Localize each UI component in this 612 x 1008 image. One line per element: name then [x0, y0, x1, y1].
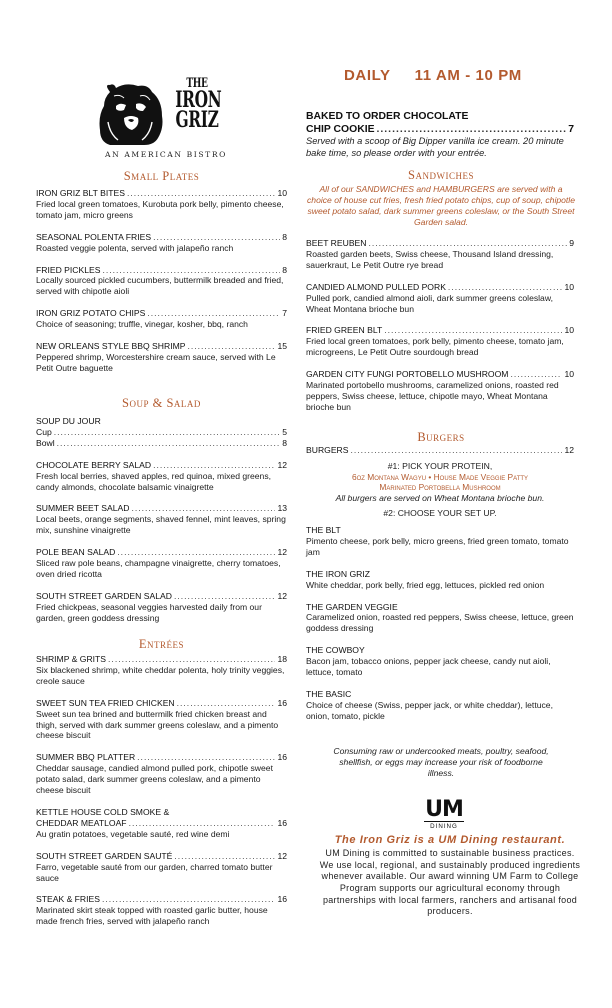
setup-name: THE GARDEN VEGGIE [306, 601, 398, 612]
menu-item [306, 282, 574, 315]
logo-wordmark [175, 76, 222, 134]
menu-item-soup [36, 416, 287, 449]
item-name: FRIED PICKLES [36, 264, 101, 275]
item-name: SHRIMP & GRITS [36, 654, 107, 664]
item-name: SEASONAL POLENTA FRIES [36, 231, 152, 242]
section-title-soup-salad: Soup & Salad [122, 396, 201, 410]
item-name: FRIED GREEN BLT [306, 325, 383, 336]
leader-dots [108, 654, 275, 665]
item-name: STEAK & FRIES [36, 894, 100, 905]
item-price: 12 [277, 547, 287, 558]
menu-item [306, 238, 574, 271]
burger-setup [306, 645, 574, 678]
section-title-small-plates: Small Plates [123, 169, 200, 183]
iron-griz-logo [96, 78, 236, 160]
bun-note: All burgers are served on Wheat Montana brioche bun. [335, 493, 545, 504]
leader-dots [384, 325, 562, 336]
leader-dots [131, 503, 275, 514]
menu-item [36, 341, 287, 374]
item-price: 10 [564, 369, 574, 380]
item-description: Roasted veggie polenta, served with jalapeño ranch [36, 242, 234, 253]
leader-dots [117, 547, 275, 558]
item-description: Roasted garden beets, Swiss cheese, Thousand Island dressing, sauerkraut, Le Petit Outre rye bread [306, 248, 554, 270]
item-description: Served with a scoop of Big Dipper vanilla ice cream. 20 minute bake time, so please order with your entrée. [306, 136, 564, 159]
item-name: SOUTH STREET GARDEN SAUTÉ [36, 850, 173, 861]
item-name: CHOCOLATE BERRY SALAD [36, 459, 152, 470]
leader-dots [102, 894, 275, 905]
menu-item [36, 460, 287, 493]
item-price: 7 [568, 124, 574, 136]
menu-item [36, 188, 287, 221]
um-dining-body: UM Dining is committed to sustainable business practices. We use local, regional, and sustainably produced ingredients whenever available. Our award winning UM Farm to College Program supports our agricultural economy through partnerships with local farmers, ranchers and artisanal food producers. [319, 848, 581, 917]
hours-time: 11 AM - 10 PM [414, 67, 522, 84]
hours-label: DAILY [344, 67, 391, 84]
item-name: GARDEN CITY FUNGI PORTOBELLO MUSHROOM [306, 369, 509, 380]
um-logo-top: UM [425, 797, 463, 822]
soup-salad-list [36, 416, 287, 635]
item-description: Locally sourced pickled cucumbers, buttermilk breaded and fried, served with chipotle aioli [36, 275, 284, 297]
item-name: IRON GRIZ POTATO CHIPS [36, 308, 146, 319]
item-name: SUMMER BEET SALAD [36, 503, 130, 514]
leader-dots [57, 438, 281, 449]
setup-name: THE BASIC [306, 688, 352, 699]
item-price: 15 [277, 341, 287, 352]
menu-item [36, 698, 287, 742]
item-price: 9 [569, 238, 574, 248]
item-description: Fried chickpeas, seasonal veggies harvested daily from our garden, green goddess dressing [36, 601, 262, 623]
item-description: Fried local green tomatoes, Kurobuta pork belly, pimento cheese, tomato jam, micro greens [36, 198, 284, 220]
leader-dots [102, 265, 280, 276]
menu-item [36, 232, 287, 254]
item-price: 12 [277, 850, 287, 861]
burger-setup [306, 569, 574, 591]
leader-dots [129, 818, 276, 829]
item-description: Fried local green tomatoes, pork belly, pimento cheese, tomato jam, microgreens, Le Petit Outre sourdough bread [306, 336, 564, 358]
setup-name: THE BLT [306, 524, 341, 535]
item-name: CHEDDAR MEATLOAF [36, 817, 127, 828]
menu-item [36, 308, 287, 330]
item-name: NEW ORLEANS STYLE BBQ SHRIMP [36, 341, 186, 352]
item-name: CANDIED ALMOND PULLED PORK [306, 281, 446, 292]
menu-item [36, 503, 287, 536]
leader-dots [147, 308, 280, 319]
item-price: 10 [564, 281, 574, 292]
um-logo-bottom: DINING [424, 821, 464, 831]
setup-description: Pimento cheese, pork belly, micro greens, fried green tomato, tomato jam [306, 535, 569, 557]
burger-step-1: #1: PICK YOUR PROTEIN, [387, 460, 493, 471]
logo-tagline: AN AMERICAN BISTRO [104, 150, 227, 159]
leader-dots [448, 282, 563, 293]
burger-setup [306, 602, 574, 635]
menu-item [36, 851, 287, 884]
item-price: 13 [277, 503, 287, 514]
item-name: SUMMER BBQ PLATTER [36, 752, 136, 763]
setup-name: THE IRON GRIZ [306, 568, 370, 579]
logo-line: THE [186, 76, 208, 91]
item-description: Sweet sun tea brined and buttermilk fried chicken breast and thigh, served with dark summer greens coleslaw, and a pimento cheese biscuit [36, 708, 279, 741]
leader-dots [377, 123, 567, 136]
setup-description: Caramelized onion, roasted red peppers, Swiss cheese, lettuce, green goddess dressing [306, 612, 574, 634]
burgers-block [306, 445, 574, 733]
item-description: Local beets, orange segments, shaved fennel, mint leaves, spring mix, sunshine vinaigrette [36, 514, 286, 536]
menu-item [36, 807, 287, 840]
menu-item [36, 547, 287, 580]
menu-item [36, 591, 287, 624]
item-description: Marinated portobello mushrooms, caramelized onions, roasted red peppers, Swiss cheese, lettuce, chipotle mayo, Wheat Montana brioche bun [306, 380, 559, 412]
protein-options: 6oz Montana Wagyu • House Made Veggie Patty [351, 471, 529, 482]
section-title-entrees: Entrées [138, 637, 185, 651]
menu-item-cookie [306, 110, 574, 160]
hours-header [344, 66, 544, 85]
item-description: Pulled pork, candied almond aioli, dark summer greens coleslaw, Wheat Montana brioche bun [306, 292, 553, 314]
item-price: 8 [282, 264, 287, 275]
small-plates-list [36, 188, 287, 385]
leader-dots [351, 445, 563, 456]
section-title-burgers: Burgers [417, 430, 465, 444]
leader-dots [153, 232, 280, 243]
setup-name: THE COWBOY [306, 645, 365, 656]
leader-dots [174, 591, 276, 602]
item-name: SWEET SUN TEA FRIED CHICKEN [36, 697, 175, 708]
burger-step-2: #2: CHOOSE YOUR SET UP. [383, 508, 497, 519]
item-price: 12 [564, 445, 574, 455]
item-name: POLE BEAN SALAD [36, 547, 116, 558]
food-safety-warning: Consuming raw or undercooked meats, poultry, seafood, shellfish, or eggs may increase your risk of foodborne illness. [333, 746, 549, 778]
item-price: 16 [277, 894, 287, 905]
item-name-line1: KETTLE HOUSE COLD SMOKE & [36, 806, 170, 817]
size-name: Cup [36, 426, 52, 437]
item-name: SOUP DU JOUR [36, 416, 101, 426]
menu-item [36, 894, 287, 927]
item-description: Choice of seasoning; truffle, vinegar, kosher, bbq, ranch [36, 319, 248, 330]
item-name-line1: BAKED TO ORDER CHOCOLATE [306, 111, 469, 122]
burger-setup [306, 525, 574, 558]
logo-line: IRON [175, 86, 222, 113]
um-dining-logo [424, 797, 464, 834]
leader-dots [153, 460, 275, 471]
grizzly-bear-icon [96, 82, 166, 146]
item-name: CHIP COOKIE [306, 124, 375, 136]
item-price: 18 [277, 654, 287, 664]
menu-item [36, 654, 287, 687]
leader-dots [187, 341, 275, 352]
setup-description: Bacon jam, tobacco onions, pepper jack cheese, candy nut aioli, lettuce, tomato [306, 656, 551, 678]
leader-dots [174, 851, 275, 862]
item-price: 16 [277, 752, 287, 763]
leader-dots [137, 752, 275, 763]
item-price: 12 [277, 590, 287, 601]
leader-dots [369, 238, 568, 249]
item-description: Cheddar sausage, candied almond pulled pork, chipotle sweet potato salad, dark summer greens coleslaw, and a pimento cheese biscuit [36, 763, 273, 796]
burger-setup [306, 689, 574, 722]
item-description: Six blackened shrimp, white cheddar polenta, holy trinity veggies, creole sauce [36, 664, 285, 686]
item-name: BEET REUBEN [306, 238, 367, 248]
menu-item [306, 325, 574, 358]
size-name: Bowl [36, 437, 55, 448]
item-price: 8 [282, 231, 287, 242]
item-price: 5 [282, 426, 287, 437]
item-price: 8 [282, 437, 287, 448]
menu-item [36, 265, 287, 298]
item-description: Marinated skirt steak topped with roasted garlic butter, house made french fries, served with jalapeño ranch [36, 905, 268, 927]
item-name: IRON GRIZ BLT BITES [36, 188, 125, 198]
leader-dots [177, 698, 276, 709]
item-description: Sliced raw pole beans, champagne vinaigrette, cherry tomatoes, oven dried ricotta [36, 558, 281, 579]
leader-dots [54, 427, 280, 438]
menu-item [306, 369, 574, 413]
setup-description: Choice of cheese (Swiss, pepper jack, or white cheddar), lettuce, onion, tomato, pickle [306, 699, 553, 721]
sandwiches-note: All of our SANDWICHES and HAMBURGERS are served with a choice of house cut fries, fresh fried potato chips, cup of soup, chipotle sweet potato salad, dark summer greens coleslaw, or the South Street Garden salad. [307, 184, 575, 227]
item-name: SOUTH STREET GARDEN SALAD [36, 590, 172, 601]
logo-line: GRIZ [175, 107, 219, 134]
leader-dots [127, 188, 275, 199]
item-description: Farro, vegetable sauté from our garden, charred tomato butter sauce [36, 861, 273, 883]
sandwiches-list [306, 238, 574, 424]
entrees-list [36, 654, 287, 938]
item-description: Fresh local berries, shaved apples, red quinoa, mixed greens, candy almonds, chocolate balsamic vinaigrette [36, 470, 272, 492]
item-description: Au gratin potatoes, vegetable sauté, red wine demi [36, 828, 230, 839]
item-name: BURGERS [306, 445, 349, 455]
item-price: 12 [277, 459, 287, 470]
item-price: 16 [277, 817, 287, 828]
item-price: 10 [564, 325, 574, 336]
menu-item [36, 752, 287, 796]
setup-description: White cheddar, pork belly, fried egg, lettuces, pickled red onion [306, 579, 545, 590]
item-description: Peppered shrimp, Worcestershire cream sauce, served with Le Petit Outre baguette [36, 351, 276, 373]
item-price: 10 [277, 188, 287, 198]
leader-dots [510, 369, 562, 380]
protein-options-2: Marinated Portobella Mushroom [379, 482, 501, 493]
section-title-sandwiches: Sandwiches [408, 168, 474, 182]
item-price: 16 [277, 697, 287, 708]
item-price: 7 [282, 308, 287, 319]
um-dining-title: The Iron Griz is a UM Dining restaurant. [334, 834, 566, 846]
